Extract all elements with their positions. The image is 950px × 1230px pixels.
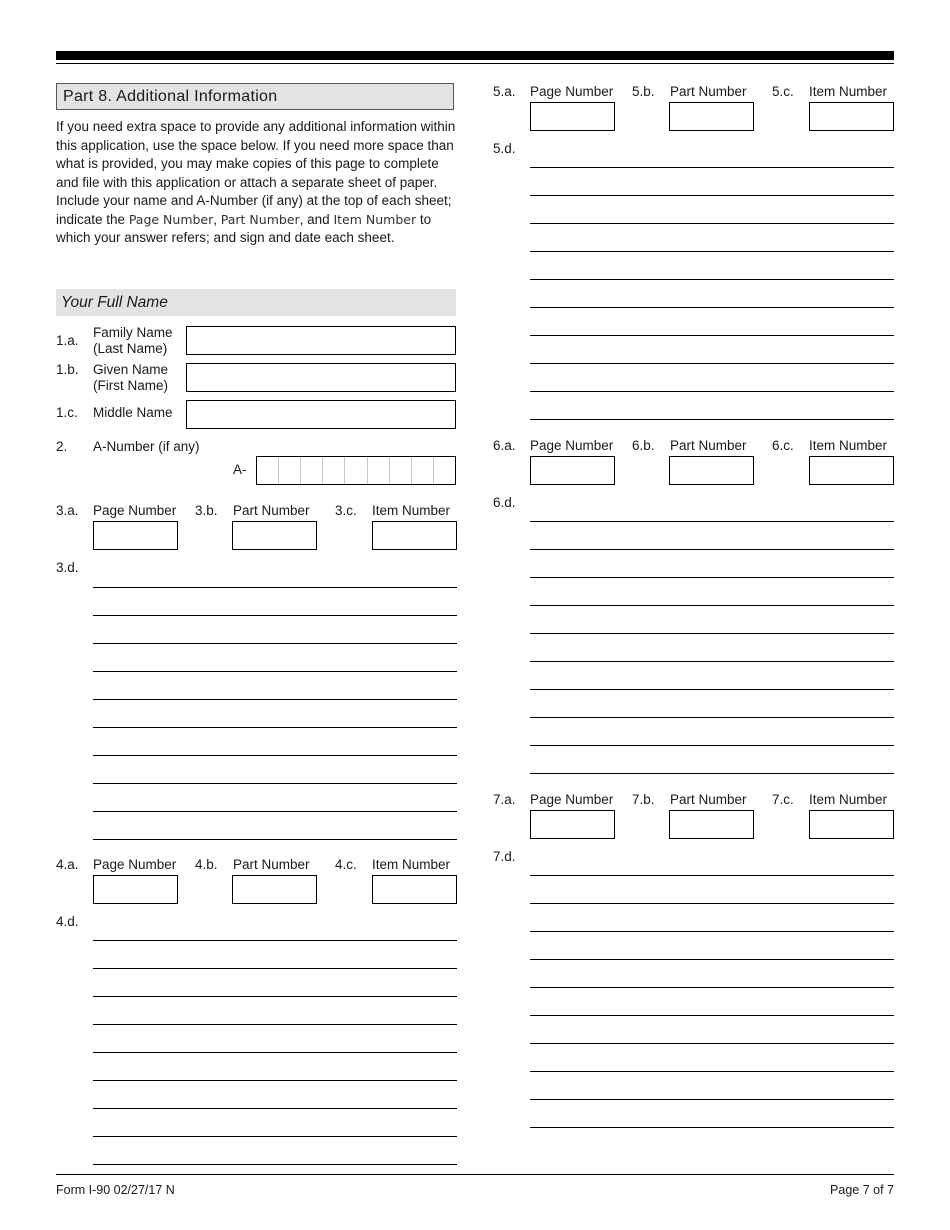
a-number-prefix: A-: [233, 462, 247, 477]
page-number-label: Page Number: [93, 857, 177, 872]
a-number-cell[interactable]: [257, 457, 279, 484]
answer-line[interactable]: [530, 1043, 894, 1044]
item-number-input[interactable]: [372, 521, 457, 550]
answer-line[interactable]: [93, 643, 457, 644]
footer-rule: [56, 1174, 894, 1175]
a-number-cell[interactable]: [323, 457, 345, 484]
a-number-cell[interactable]: [345, 457, 367, 484]
top-rule-thin: [56, 63, 894, 64]
a-number-cell[interactable]: [390, 457, 412, 484]
answer-line[interactable]: [530, 931, 894, 932]
given-name-sublabel: (First Name): [93, 378, 168, 393]
middle-name-label: Middle Name: [93, 405, 173, 420]
item-number-a: 4.a.: [56, 857, 79, 872]
answer-line[interactable]: [530, 689, 894, 690]
page-number-label: Page Number: [530, 792, 614, 807]
answer-line[interactable]: [530, 875, 894, 876]
item-number-1a: 1.a.: [56, 333, 79, 348]
page-number-label: Page Number: [93, 503, 177, 518]
given-name-label: Given Name: [93, 362, 169, 377]
answer-line[interactable]: [530, 279, 894, 280]
answer-line[interactable]: [93, 811, 457, 812]
top-rule-thick: [56, 51, 894, 60]
item-number-c: 4.c.: [335, 857, 357, 872]
item-number-d: 3.d.: [56, 560, 79, 575]
section-title-full-name: Your Full Name: [56, 289, 456, 316]
part-number-label: Part Number: [233, 503, 310, 518]
item-number-1c: 1.c.: [56, 405, 78, 420]
answer-line[interactable]: [530, 577, 894, 578]
part-number-input[interactable]: [669, 810, 754, 839]
answer-line[interactable]: [530, 1015, 894, 1016]
item-number-label: Item Number: [809, 792, 888, 807]
item-number-b: 3.b.: [195, 503, 218, 518]
item-number-input[interactable]: [372, 875, 457, 904]
answer-line[interactable]: [93, 1080, 457, 1081]
answer-line[interactable]: [530, 167, 894, 168]
answer-line[interactable]: [93, 1024, 457, 1025]
answer-line[interactable]: [530, 195, 894, 196]
form-id: Form I-90 02/27/17 N: [56, 1183, 175, 1197]
answer-line[interactable]: [93, 587, 457, 588]
item-number-d: 6.d.: [493, 495, 516, 510]
item-number-a: 5.a.: [493, 84, 516, 99]
item-number-d: 5.d.: [493, 141, 516, 156]
answer-line[interactable]: [93, 615, 457, 616]
a-number-label: A-Number (if any): [93, 439, 200, 454]
item-number-b: 4.b.: [195, 857, 218, 872]
page-number-input[interactable]: [530, 102, 615, 131]
answer-line[interactable]: [530, 391, 894, 392]
item-number-label: Item Number: [809, 438, 888, 453]
answer-line[interactable]: [93, 996, 457, 997]
page-number-input[interactable]: [93, 875, 178, 904]
a-number-cell[interactable]: [412, 457, 434, 484]
part-number-label: Part Number: [670, 438, 747, 453]
page-number-input[interactable]: [530, 456, 615, 485]
answer-line[interactable]: [93, 1136, 457, 1137]
answer-line[interactable]: [93, 727, 457, 728]
a-number-cell[interactable]: [301, 457, 323, 484]
answer-line[interactable]: [93, 783, 457, 784]
term-part-number: Part Number: [220, 211, 300, 227]
answer-line[interactable]: [530, 633, 894, 634]
item-number-a: 3.a.: [56, 503, 79, 518]
family-name-label: Family Name: [93, 325, 173, 340]
answer-line[interactable]: [530, 959, 894, 960]
answer-line[interactable]: [530, 717, 894, 718]
answer-line[interactable]: [530, 1071, 894, 1072]
answer-line[interactable]: [93, 699, 457, 700]
item-number-1b: 1.b.: [56, 362, 79, 377]
answer-line[interactable]: [93, 1052, 457, 1053]
item-number-b: 6.b.: [632, 438, 655, 453]
family-name-sublabel: (Last Name): [93, 341, 168, 356]
item-number-label: Item Number: [372, 503, 451, 518]
answer-line[interactable]: [530, 363, 894, 364]
term-item-number: Item Number: [333, 211, 417, 227]
a-number-cell[interactable]: [368, 457, 390, 484]
item-number-a: 6.a.: [493, 438, 516, 453]
answer-line[interactable]: [530, 549, 894, 550]
part-number-label: Part Number: [670, 84, 747, 99]
item-number-c: 6.c.: [772, 438, 794, 453]
part-number-input[interactable]: [669, 456, 754, 485]
answer-line[interactable]: [93, 940, 457, 941]
item-number-c: 3.c.: [335, 503, 357, 518]
answer-line[interactable]: [93, 839, 457, 840]
answer-line[interactable]: [530, 419, 894, 420]
page-number-input[interactable]: [93, 521, 178, 550]
answer-line[interactable]: [530, 1099, 894, 1100]
family-name-input[interactable]: [186, 326, 456, 355]
answer-line[interactable]: [530, 335, 894, 336]
item-number-a: 7.a.: [493, 792, 516, 807]
item-number-b: 5.b.: [632, 84, 655, 99]
item-number-input[interactable]: [809, 456, 894, 485]
item-number-label: Item Number: [372, 857, 451, 872]
a-number-cell[interactable]: [434, 457, 455, 484]
page-number-input[interactable]: [530, 810, 615, 839]
item-number-c: 5.c.: [772, 84, 794, 99]
part-title: Part 8. Additional Information: [56, 83, 454, 110]
answer-line[interactable]: [530, 605, 894, 606]
term-page-number: Page Number: [128, 211, 214, 227]
answer-line[interactable]: [530, 987, 894, 988]
answer-line[interactable]: [530, 307, 894, 308]
answer-line[interactable]: [530, 661, 894, 662]
item-number-d: 4.d.: [56, 914, 79, 929]
answer-line[interactable]: [93, 755, 457, 756]
part-number-input[interactable]: [232, 521, 317, 550]
answer-line[interactable]: [93, 968, 457, 969]
part-number-label: Part Number: [233, 857, 310, 872]
a-number-input[interactable]: [256, 456, 456, 485]
part-number-input[interactable]: [669, 102, 754, 131]
item-number-c: 7.c.: [772, 792, 794, 807]
item-number-b: 7.b.: [632, 792, 655, 807]
answer-line[interactable]: [530, 521, 894, 522]
answer-line[interactable]: [530, 251, 894, 252]
answer-line[interactable]: [93, 1108, 457, 1109]
a-number-cell[interactable]: [279, 457, 301, 484]
item-number-d: 7.d.: [493, 849, 516, 864]
answer-line[interactable]: [93, 1164, 457, 1165]
item-number-2: 2.: [56, 439, 68, 454]
page-number-label: Page Number: [530, 84, 614, 99]
page-number-label: Page Number: [530, 438, 614, 453]
part-number-input[interactable]: [232, 875, 317, 904]
item-number-input[interactable]: [809, 102, 894, 131]
answer-line[interactable]: [530, 903, 894, 904]
answer-line[interactable]: [530, 773, 894, 774]
answer-line[interactable]: [530, 745, 894, 746]
item-number-input[interactable]: [809, 810, 894, 839]
given-name-input[interactable]: [186, 363, 456, 392]
middle-name-input[interactable]: [186, 400, 456, 429]
answer-line[interactable]: [530, 223, 894, 224]
instructions: If you need extra space to provide any additional information within this application, use the space below. If you need more space than what is provided, you may make copies of this page to complete and file with this application or attach a separate sheet of paper. Include your name and A-Number (if any) at the top of each sheet; indicate the Page Number, Part Number, and Item Number to which your answer refers; and sign and date each sheet.: [56, 119, 456, 245]
answer-line[interactable]: [93, 671, 457, 672]
answer-line[interactable]: [530, 1127, 894, 1128]
page-indicator: Page 7 of 7: [830, 1183, 894, 1197]
part-number-label: Part Number: [670, 792, 747, 807]
item-number-label: Item Number: [809, 84, 888, 99]
